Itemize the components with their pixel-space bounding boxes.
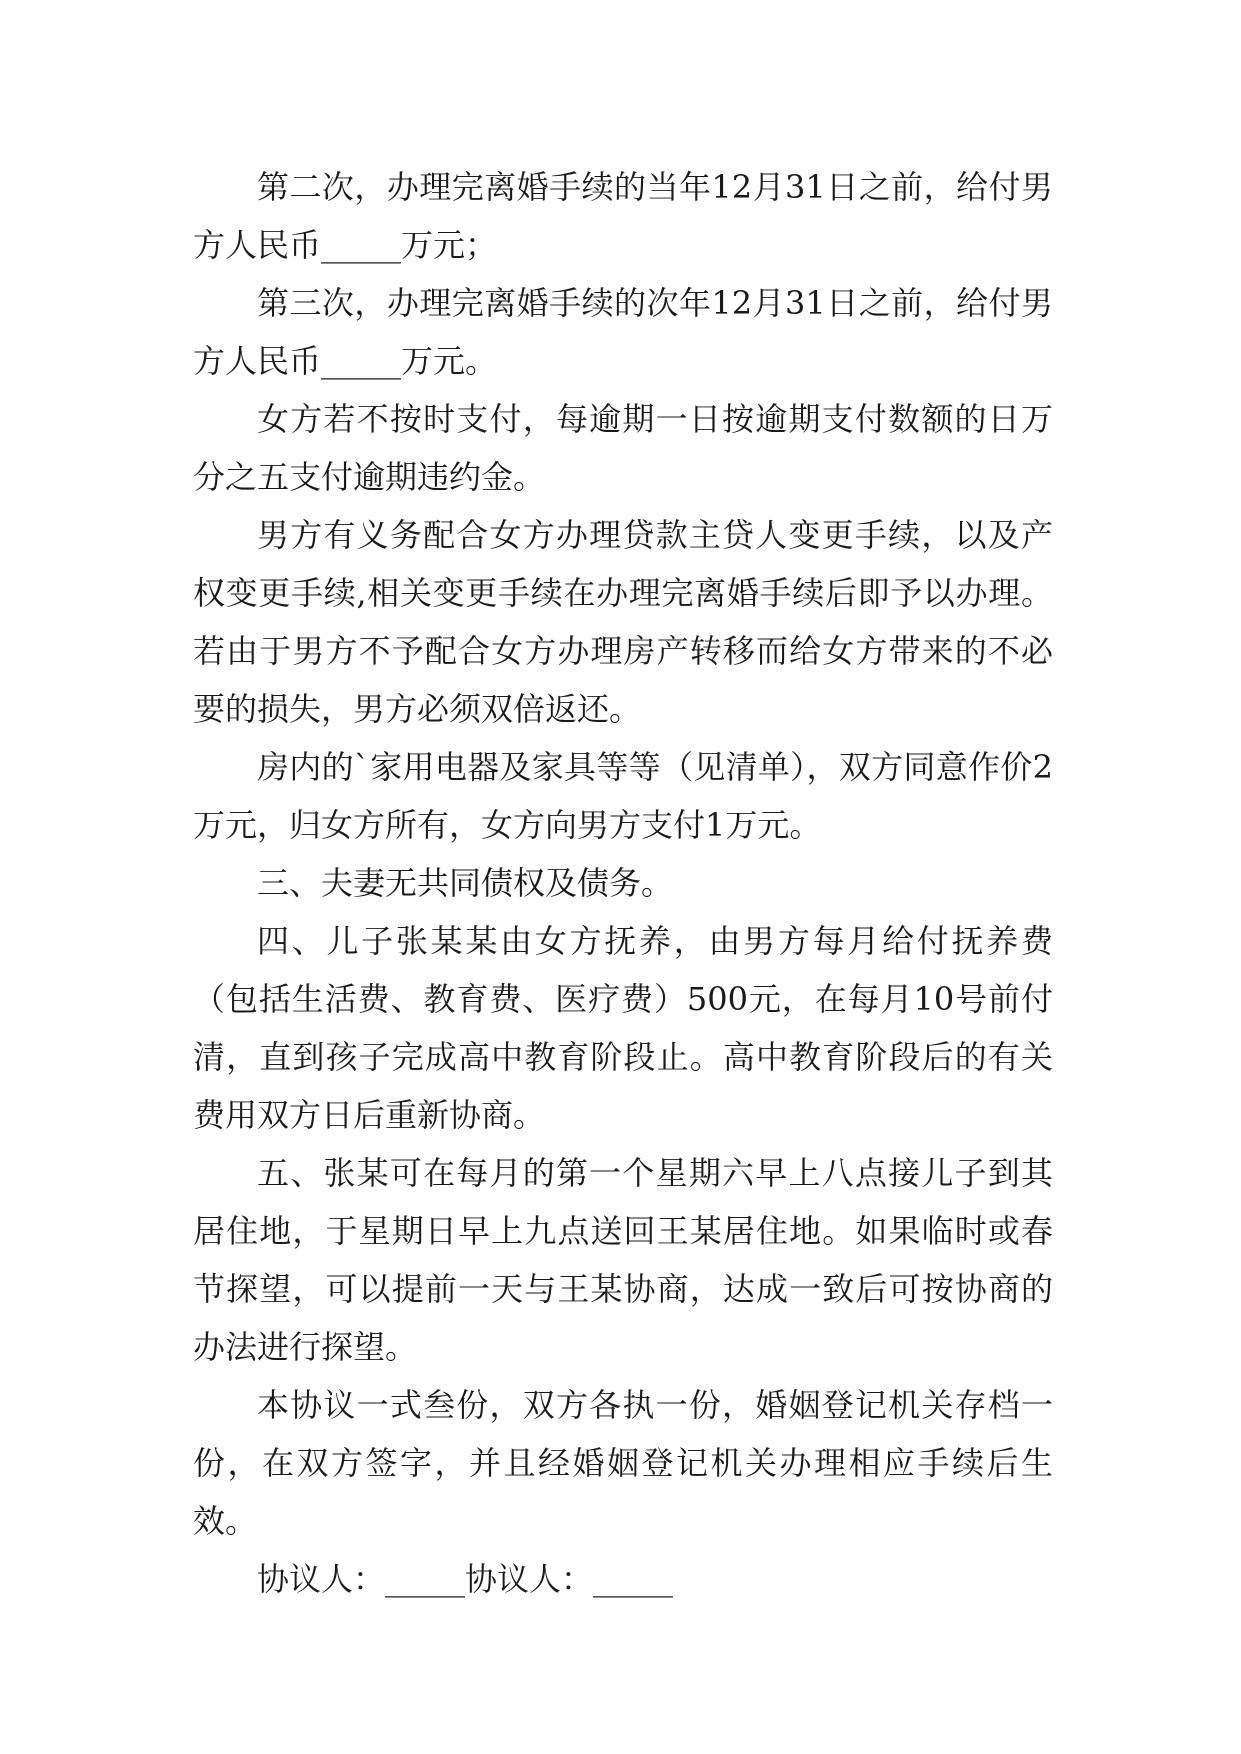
paragraph-visitation: 五、张某可在每月的第一个星期六早上八点接儿子到其居住地，于星期日早上九点送回王某居住地。如果临时或春节探望，可以提前一天与王某协商，达成一致后可按协商的办法进行探望。 (193, 1154, 1053, 1366)
paragraph-appliances: 房内的`家用电器及家具等等（见清单），双方同意作价2万元，归女方所有，女方向男方支付1万元。 (193, 748, 1053, 844)
paragraph-child-support: 四、儿子张某某由女方抚养，由男方每月给付抚养费（包括生活费、教育费、医疗费）500元，在每月10号前付清，直到孩子完成高中教育阶段止。高中教育阶段后的有关费用双方日后重新协商。 (193, 922, 1053, 1134)
paragraph-debts: 三、夫妻无共同债权及债务。 (257, 864, 674, 902)
paragraph-signatories: 协议人：_____协议人：_____ (257, 1560, 674, 1598)
document-body (193, 158, 1053, 1608)
paragraph-loan-transfer: 男方有义务配合女方办理贷款主贷人变更手续，以及产权变更手续,相关变更手续在办理完离婚手续后即予以办理。若由于男方不予配合女方办理房产转移而给女方带来的不必要的损失，男方必须双倍返还。 (193, 516, 1053, 728)
paragraph-copies: 本协议一式叁份，双方各执一份，婚姻登记机关存档一份，在双方签字，并且经婚姻登记机关办理相应手续后生效。 (193, 1386, 1053, 1540)
paragraph-second-payment: 第二次，办理完离婚手续的当年12月31日之前，给付男方人民币_____万元； (193, 168, 1053, 264)
paragraph-late-penalty: 女方若不按时支付，每逾期一日按逾期支付数额的日万分之五支付逾期违约金。 (193, 400, 1053, 496)
paragraph-third-payment: 第三次，办理完离婚手续的次年12月31日之前，给付男方人民币_____万元。 (193, 284, 1053, 380)
